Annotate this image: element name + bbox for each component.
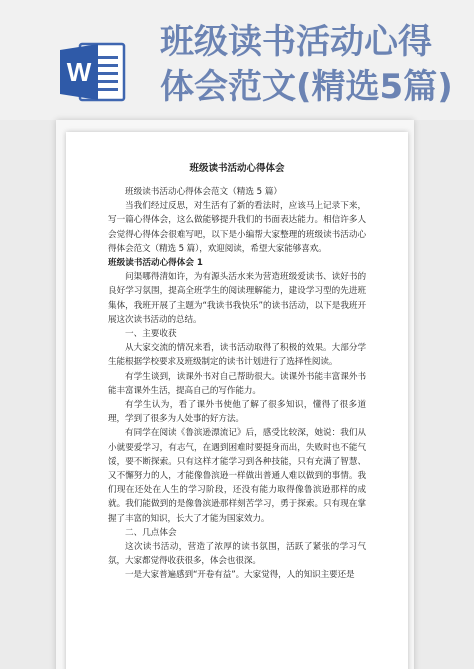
header-banner <box>0 0 474 120</box>
document-title: 班级读书活动心得体会 <box>189 163 285 174</box>
subheading: 一、主要收获 <box>125 329 177 340</box>
body-paragraph: 有学生认为，看了课外书使他了解了很多知识，懂得了很多道理，学到了很多为人处事的好方法。 <box>108 400 366 425</box>
section-heading: 班级读书活动心得体会 1 <box>108 258 203 269</box>
subheading: 班级读书活动心得体会范文（精选 5 篇） <box>125 187 283 197</box>
subheading: 二、几点体会 <box>125 527 177 538</box>
document-page <box>66 132 408 669</box>
body-paragraph: 一是大家普遍感到“开卷有益”。大家觉得，人的知识主要还是 <box>125 570 355 581</box>
body-paragraph: 当我们经过反思，对生活有了新的看法时，应该马上记录下来，写一篇心得体会，这么做能够提升我们的书面表达能力。相信许多人会觉得心得体会很难写吧，以下是小编帮大家整理的班级读书活动心得体会范文（精选 5 篇），欢迎阅读，希望大家能够喜欢。 <box>108 201 366 254</box>
banner-title-line-2: 体会范文(精选5篇) <box>160 67 453 107</box>
body-paragraph: 问渠哪得清如许，为有源头活水来为营造班级爱读书、读好书的良好学习氛围，提高全班学生的阅读理解能力，建设学习型的先进班集体，我班开展了主题为“我读书我快乐”的读书活动，以下是我班开展这次读书活动的总结。 <box>108 272 366 325</box>
banner-title <box>160 20 470 110</box>
document-body <box>108 185 366 583</box>
body-paragraph: 从大家交流的情况来看，读书活动取得了积极的效果。大部分学生能根据学校要求及班级制定的读书计划进行了选择性阅读。 <box>108 343 366 368</box>
word-document-icon <box>58 40 128 104</box>
banner-title-line-1: 班级读书活动心得 <box>160 22 432 62</box>
body-paragraph: 这次读书活动，营造了浓厚的读书氛围，活跃了紧张的学习气氛，大家都觉得收获很多，体会也很深。 <box>108 542 366 567</box>
body-paragraph: 有学生谈到，读课外书对自己帮助很大。读课外书能丰富课外书能丰富课外生活，提高自己的写作能力。 <box>108 371 366 396</box>
logo-letter: W <box>66 57 92 87</box>
body-paragraph: 有同学在阅读《鲁滨逊漂流记》后，感受比较深，她说：我们从小就要爱学习，有志气，在遇到困难时要挺身而出，失败时也不能气馁，要不断探索。只有这样才能学习到各种技能，只有充满了智慧、又不懈努力的人，才能像鲁滨逊一样做出普通人难以做到的事情。我们现在还处在人生的学习阶段，还没有能力取得像鲁滨逊那样的成就。我们能做到的是像鲁滨逊那样刻苦学习，勇于探索。只有现在掌握了丰富的知识，长大了才能为国家效力。 <box>108 428 366 524</box>
